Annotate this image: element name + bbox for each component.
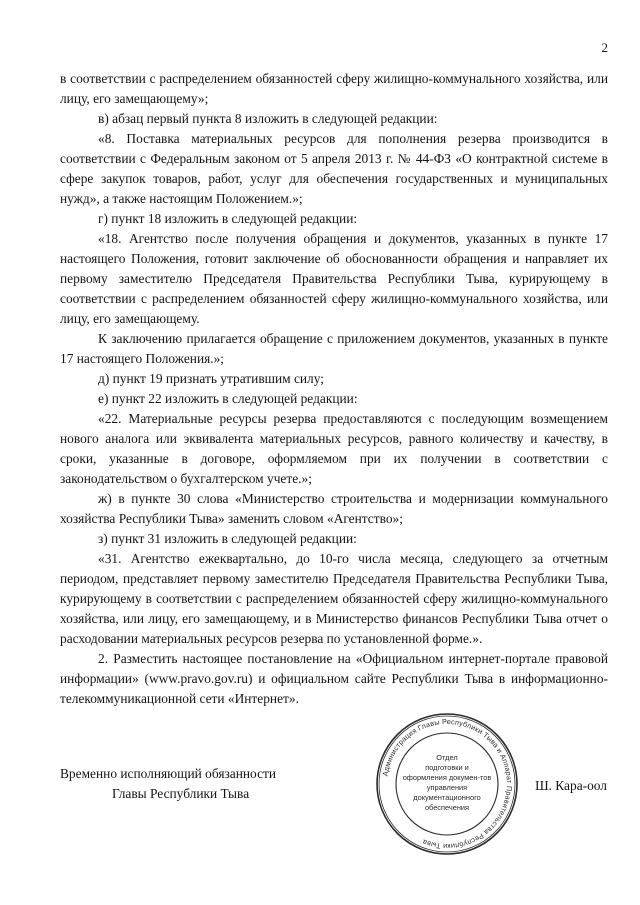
page-number: 2	[601, 40, 608, 55]
stamp-inner-line: управления	[426, 783, 468, 792]
signatory-name: Ш. Кара-оол	[535, 778, 607, 793]
paragraph: «31. Агентство ежеквартально, до 10-го числа месяца, следующего за отчетным периодом, представляет первому заместителю Председателя Правительства Республики Тыва, курирующему в соответствии с распределением обязанностей сферу жилищно-коммунального хозяйства, или лицу, его замещающему, и в Министерство финансов Республики Тыва отчет о расходовании материальных ресурсов резерва по установленной форме.».	[60, 551, 608, 646]
paragraph: в) абзац первый пункта 8 изложить в следующей редакции:	[98, 111, 438, 126]
signatory-title-line2: Главы Республики Тыва	[112, 786, 250, 801]
stamp-inner-line: обеспечения	[424, 803, 470, 812]
paragraph: ж) в пункте 30 слова «Министерство строительства и модернизации коммунального хозяйства Республики Тыва» заменить словом «Агентство»;	[60, 491, 608, 526]
stamp-outer-text: Администрация Главы Республики Тыва и Аппарат Правительства Республики Тыва	[380, 716, 515, 852]
paragraph: 2. Разместить настоящее постановление на «Официальном интернет-портале правовой информации» (www.pravo.gov.ru) и официальном сайте Республики Тыва в информационно-телекоммуникационной сети «Интернет».	[60, 651, 608, 706]
stamp-inner-line: документационного	[413, 793, 481, 802]
paragraph: «8. Поставка материальных ресурсов для пополнения резерва производится в соответствии с Федеральным законом от 5 апреля 2013 г. № 44-ФЗ «О контрактной системе в сфере закупок товаров, работ, услуг для обеспечения государственных и муниципальных нужд», а также настоящим Положением.»;	[60, 131, 608, 206]
stamp-inner-line: подготовки и	[425, 763, 469, 772]
paragraph: е) пункт 22 изложить в следующей редакции:	[98, 391, 358, 406]
paragraph: К заключению прилагается обращение с приложением документов, указанных в пункте 17 настоящего Положения.»;	[60, 331, 608, 366]
paragraph: «22. Материальные ресурсы резерва предоставляются с последующим возмещением нового аналога или эквивалента материальных ресурсов, равного количеству и качеству, в сроки, указанные в договоре, оформляемом при их получении в соответствии с законодательством о бухгалтерском учете.»;	[60, 411, 608, 486]
stamp-inner-line: Отдел	[436, 753, 458, 762]
stamp-seal-icon	[375, 712, 519, 856]
official-stamp	[375, 712, 519, 856]
signatory-title	[60, 764, 320, 804]
paragraph: «18. Агентство после получения обращения и документов, указанных в пункте 17 настоящего Положения, готовит заключение об обоснованности обращения и направляет их первому заместителю Председателя Правительства Республики Тыва, курирующему в соответствии с распределением обязанностей сферу жилищно-коммунального хозяйства, или лицу, его замещающему.	[60, 231, 608, 326]
paragraph: в соответствии с распределением обязанностей сферу жилищно-коммунального хозяйства, или лицу, его замещающему»;	[60, 71, 608, 106]
signatory-title-line1: Временно исполняющий обязанности	[60, 766, 277, 781]
document-body	[60, 69, 608, 709]
paragraph: з) пункт 31 изложить в следующей редакции:	[98, 531, 357, 546]
stamp-inner-line: оформления докумен-тов	[402, 773, 492, 782]
paragraph: г) пункт 18 изложить в следующей редакции:	[98, 211, 358, 226]
paragraph: д) пункт 19 признать утратившим силу;	[98, 371, 324, 386]
